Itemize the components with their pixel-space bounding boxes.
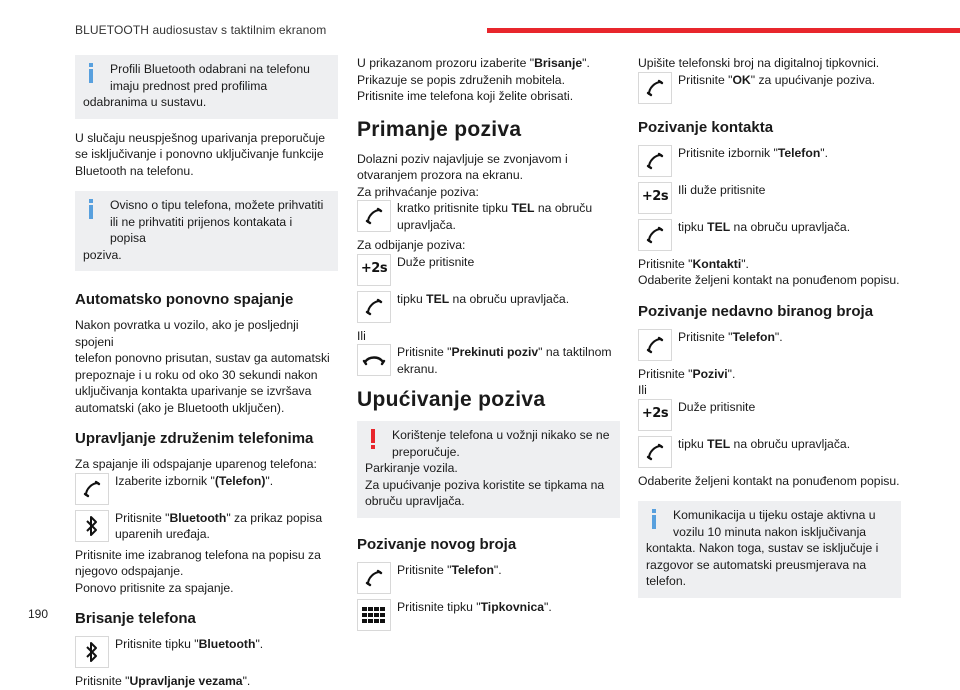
text-line: Za spajanje ili odspajanje uparenog telefona:	[75, 457, 317, 471]
section-heading-new-number: Pozivanje novog broja	[357, 535, 517, 553]
phone-handset-icon	[638, 219, 672, 251]
text-line: Odaberite željeni kontakt na ponuđenom popisu.	[638, 273, 900, 287]
info-box-active-call	[638, 501, 901, 598]
text-line: Za odbijanje poziva:	[357, 238, 466, 252]
text-line: otvaranjem prozora na ekranu.	[357, 168, 523, 182]
step-text: Pritisnite "OK" za upućivanje poziva.	[678, 72, 875, 87]
section-heading-delete-phone: Brisanje telefona	[75, 610, 196, 627]
warning-text: obruču upravljača.	[365, 494, 465, 508]
text-line: Prikazuje se popis združenih mobitela.	[357, 72, 565, 87]
info-text: Profili Bluetooth odabrani na telefonu	[110, 62, 310, 76]
phone-handset-icon	[75, 473, 109, 505]
info-box-profiles	[75, 55, 338, 119]
text-line: prepoznaje i u roku od oko 30 sekundi nakon	[75, 367, 318, 382]
phone-handset-icon	[638, 145, 672, 177]
paragraph	[357, 55, 620, 105]
hold-2s-icon: +2s	[357, 254, 391, 286]
text-line: Bluetooth na telefonu.	[75, 163, 194, 178]
text-line: U slučaju neuspješnog uparivanja preporučuje	[75, 130, 326, 145]
text-line: telefon ponovno prisutan, sustav ga automatski	[75, 351, 330, 365]
info-text: telefon.	[646, 574, 686, 588]
section-heading-make-call: Upućivanje poziva	[357, 388, 546, 411]
text-line: Za prihvaćanje poziva:	[357, 184, 479, 199]
section-heading-receive-call: Primanje poziva	[357, 117, 522, 141]
phone-handset-icon	[638, 329, 672, 361]
step-text: Izaberite izbornik "(Telefon)".	[115, 473, 274, 488]
step-row	[357, 200, 620, 233]
text-line: se isključivanje i ponovno uključivanje funkcije	[75, 147, 324, 161]
phone-handset-icon	[357, 291, 391, 323]
step-text: Duže pritisnite	[678, 399, 756, 414]
text-line: Pritisnite "Kontakti".	[638, 256, 749, 271]
step-text: Pritisnite tipku "Tipkovnica".	[397, 599, 552, 614]
section-heading-call-contact: Pozivanje kontakta	[638, 118, 774, 136]
step-text: Pritisnite "Telefon".	[397, 562, 502, 577]
paragraph	[75, 317, 338, 416]
info-text: poziva.	[83, 247, 122, 262]
step-row	[638, 436, 901, 469]
step-row	[357, 599, 620, 632]
info-box-transfer	[75, 191, 338, 271]
section-heading-recent-number: Pozivanje nedavno biranog broja	[638, 302, 874, 320]
step-text: Ili duže pritisnite	[678, 182, 766, 197]
warning-box	[357, 421, 620, 518]
paragraph	[75, 130, 338, 180]
info-text: kontakta. Nakon toga, sustav se isključuje i	[646, 541, 879, 555]
step-row	[638, 72, 901, 105]
warning-icon	[371, 429, 375, 449]
info-text: odabranima u sustavu.	[83, 95, 207, 109]
warning-text: Za upućivanje poziva koristite se tipkama na	[365, 477, 605, 492]
info-text: razgovor se automatski preusmjerava na	[646, 557, 867, 572]
text-line: Ili	[357, 328, 366, 343]
step-row	[638, 329, 901, 362]
step-text: Pritisnite tipku "Bluetooth".	[115, 637, 264, 651]
text-line: njegovo odspajanje.	[75, 564, 184, 578]
step-row	[357, 291, 620, 324]
text-line: U prikazanom prozoru izaberite "Brisanje".	[357, 56, 590, 70]
step-row	[638, 399, 901, 432]
page-number: 190	[28, 607, 49, 621]
step-text: Pritisnite "Prekinuti poziv" na taktilnom ekranu.	[397, 345, 612, 376]
warning-text: Parkiranje vozila.	[365, 461, 458, 475]
text-line: Dolazni poziv najavljuje se zvonjavom i	[357, 151, 568, 166]
info-text: Ovisno o tipu telefona, možete prihvatiti	[110, 198, 324, 212]
text-line: automatski (ako je Bluetooth uključen).	[75, 400, 285, 415]
text-line: Ponovo pritisnite za spajanje.	[75, 580, 234, 595]
hang-up-icon	[357, 344, 391, 376]
text-line: Pritisnite "Pozivi".	[638, 366, 736, 381]
text-line: uključivanja kontakta uparivanje se izvršava	[75, 384, 312, 398]
text-line: Ili	[638, 383, 647, 397]
text-line: Upišite telefonski broj na digitalnoj tipkovnici.	[638, 56, 880, 70]
column-3	[638, 55, 901, 609]
info-text: Komunikacija u tijeku ostaje aktivna u	[673, 508, 876, 522]
info-icon	[652, 509, 656, 529]
step-row	[357, 562, 620, 595]
paragraph	[638, 473, 901, 490]
header-accent-bar	[487, 28, 960, 33]
phone-handset-icon	[638, 72, 672, 104]
section-heading-auto-reconnect: Automatsko ponovno spajanje	[75, 291, 294, 308]
phone-handset-icon	[638, 436, 672, 468]
step-text: tipku TEL na obruču upravljača.	[678, 219, 851, 234]
text-line: Nakon povratka u vozilo, ako je posljednji spojeni	[75, 318, 299, 349]
step-text: Pritisnite "Telefon".	[678, 329, 783, 344]
step-text: kratko pritisnite tipku TEL na obruču upravljača.	[397, 201, 593, 232]
keypad-icon	[357, 599, 391, 631]
step-text: Pritisnite izbornik "Telefon".	[678, 145, 828, 160]
bluetooth-icon	[75, 636, 109, 668]
page-header-title: BLUETOOTH audiosustav s taktilnim ekranom	[75, 23, 327, 37]
step-text: Pritisnite "Bluetooth" za prikaz popisa uparenih uređaja.	[115, 510, 323, 541]
step-text: tipku TEL na obruču upravljača.	[397, 291, 570, 306]
text-line: Odaberite željeni kontakt na ponuđenom popisu.	[638, 473, 900, 488]
text-line: Pritisnite ime telefona koji želite obrisati.	[357, 89, 574, 103]
paragraph	[75, 547, 338, 597]
warning-text: preporučuje.	[392, 444, 460, 459]
step-row	[357, 344, 620, 377]
warning-text: Korištenje telefona u vožnji nikako se ne	[392, 428, 610, 442]
step-row	[75, 510, 338, 543]
info-text: ili ne prihvatiti prijenos kontakata i popisa	[110, 214, 293, 245]
info-text: imaju prednost pred profilima	[110, 78, 268, 93]
step-row	[357, 254, 620, 287]
hold-2s-icon: +2s	[638, 182, 672, 214]
step-row	[638, 182, 901, 215]
info-text: vozilu 10 minuta nakon isključivanja	[673, 524, 867, 539]
text-line: Pritisnite ime izabranog telefona na popisu za	[75, 547, 321, 562]
info-icon	[89, 199, 93, 219]
hold-2s-icon: +2s	[638, 399, 672, 431]
info-icon	[89, 63, 93, 83]
phone-handset-icon	[357, 200, 391, 232]
phone-handset-icon	[357, 562, 391, 594]
step-text: tipku TEL na obruču upravljača.	[678, 436, 851, 451]
section-heading-manage-phones: Upravljanje združenim telefonima	[75, 430, 314, 447]
column-2	[357, 55, 620, 636]
step-row	[75, 636, 338, 669]
bluetooth-icon	[75, 510, 109, 542]
step-row	[75, 473, 338, 506]
step-row	[638, 145, 901, 178]
step-row	[638, 219, 901, 252]
column-1	[75, 55, 338, 690]
step-text: Duže pritisnite	[397, 254, 475, 269]
text-line: Pritisnite "Upravljanje vezama".	[75, 674, 251, 688]
